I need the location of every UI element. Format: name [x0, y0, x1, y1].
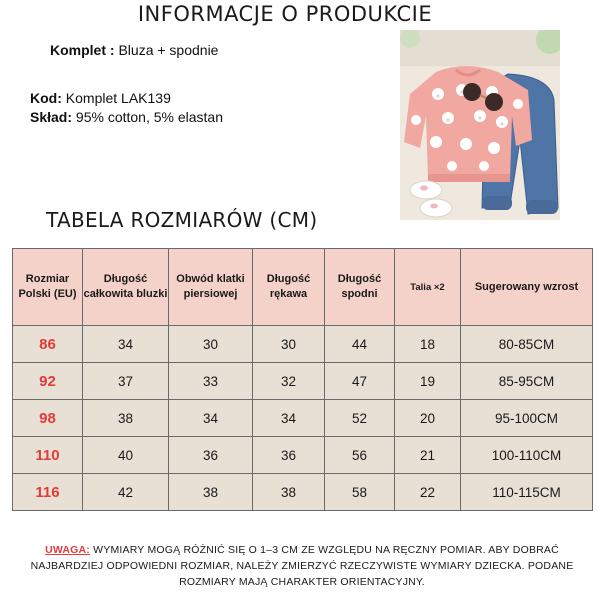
size-cell: 110 — [13, 437, 83, 474]
waist-cell: 20 — [395, 400, 461, 437]
table-row — [13, 400, 593, 437]
waist-cell: 21 — [395, 437, 461, 474]
sleeve-cell: 32 — [253, 363, 325, 400]
waist-cell: 19 — [395, 363, 461, 400]
sleeve-cell: 38 — [253, 474, 325, 511]
product-code-line — [30, 90, 171, 106]
height-cell: 110-115CM — [461, 474, 593, 511]
product-composition-line — [30, 109, 223, 125]
pants-length-cell: 56 — [325, 437, 395, 474]
size-cell: 116 — [13, 474, 83, 511]
size-cell: 92 — [13, 363, 83, 400]
waist-cell: 18 — [395, 326, 461, 363]
warning-label: UWAGA: — [45, 544, 91, 556]
table-row — [13, 474, 593, 511]
pants-length-cell: 58 — [325, 474, 395, 511]
top-length-cell: 37 — [83, 363, 169, 400]
height-cell: 95-100CM — [461, 400, 593, 437]
chest-cell: 30 — [169, 326, 253, 363]
header-pants-length: Długość spodni — [325, 249, 395, 326]
top-length-cell: 40 — [83, 437, 169, 474]
size-cell: 98 — [13, 400, 83, 437]
header-sleeve: Długość rękawa — [253, 249, 325, 326]
measurement-notice — [20, 542, 584, 590]
pants-length-cell: 52 — [325, 400, 395, 437]
composition-value: 95% cotton, 5% elastan — [75, 109, 224, 125]
notice-text: WYMIARY MOGĄ RÓŻNIĆ SIĘ O 1–3 CM ZE WZGLĘDU NA RĘCZNY POMIAR. ABY DOBRAĆ NAJBARDZIEJ ODPOWIEDNI ROZMIAR, NALEŻY ZMIERZYĆ RZECZYWISTE WYMIARY DZIECKA. PODANE ROZMIARY MAJĄ CHARAKTER ORIENTACYJNY. — [30, 544, 574, 588]
sleeve-cell: 36 — [253, 437, 325, 474]
size-table-title: TABELA ROZMIARÓW (CM) — [46, 208, 318, 232]
table-row — [13, 437, 593, 474]
table-row — [13, 326, 593, 363]
sleeve-cell: 30 — [253, 326, 325, 363]
pants-length-cell: 44 — [325, 326, 395, 363]
sleeve-cell: 34 — [253, 400, 325, 437]
set-value: Bluza + spodnie — [118, 42, 219, 58]
height-cell: 100-110CM — [461, 437, 593, 474]
top-length-cell: 34 — [83, 326, 169, 363]
product-set-line — [50, 42, 218, 58]
height-cell: 80-85CM — [461, 326, 593, 363]
header-size: Rozmiar Polski (EU) — [13, 249, 83, 326]
size-table — [12, 248, 593, 511]
chest-cell: 33 — [169, 363, 253, 400]
size-cell: 86 — [13, 326, 83, 363]
header-height: Sugerowany wzrost — [461, 249, 593, 326]
chest-cell: 36 — [169, 437, 253, 474]
header-chest: Obwód klatki piersiowej — [169, 249, 253, 326]
pants-length-cell: 47 — [325, 363, 395, 400]
set-label: Komplet : — [50, 42, 115, 58]
top-length-cell: 42 — [83, 474, 169, 511]
page-title: INFORMACJE O PRODUKCIE — [137, 2, 433, 26]
header-top-length: Długość całkowita bluzki — [83, 249, 169, 326]
size-table-header-row — [13, 249, 593, 326]
chest-cell: 34 — [169, 400, 253, 437]
height-cell: 85-95CM — [461, 363, 593, 400]
code-value: Komplet LAK139 — [65, 90, 171, 106]
product-photo — [400, 30, 560, 220]
composition-label: Skład: — [30, 109, 73, 125]
code-label: Kod: — [30, 90, 62, 106]
waist-cell: 22 — [395, 474, 461, 511]
header-waist: Talia ×2 — [395, 249, 461, 326]
top-length-cell: 38 — [83, 400, 169, 437]
product-photo-illustration — [400, 30, 560, 220]
table-row — [13, 363, 593, 400]
chest-cell: 38 — [169, 474, 253, 511]
